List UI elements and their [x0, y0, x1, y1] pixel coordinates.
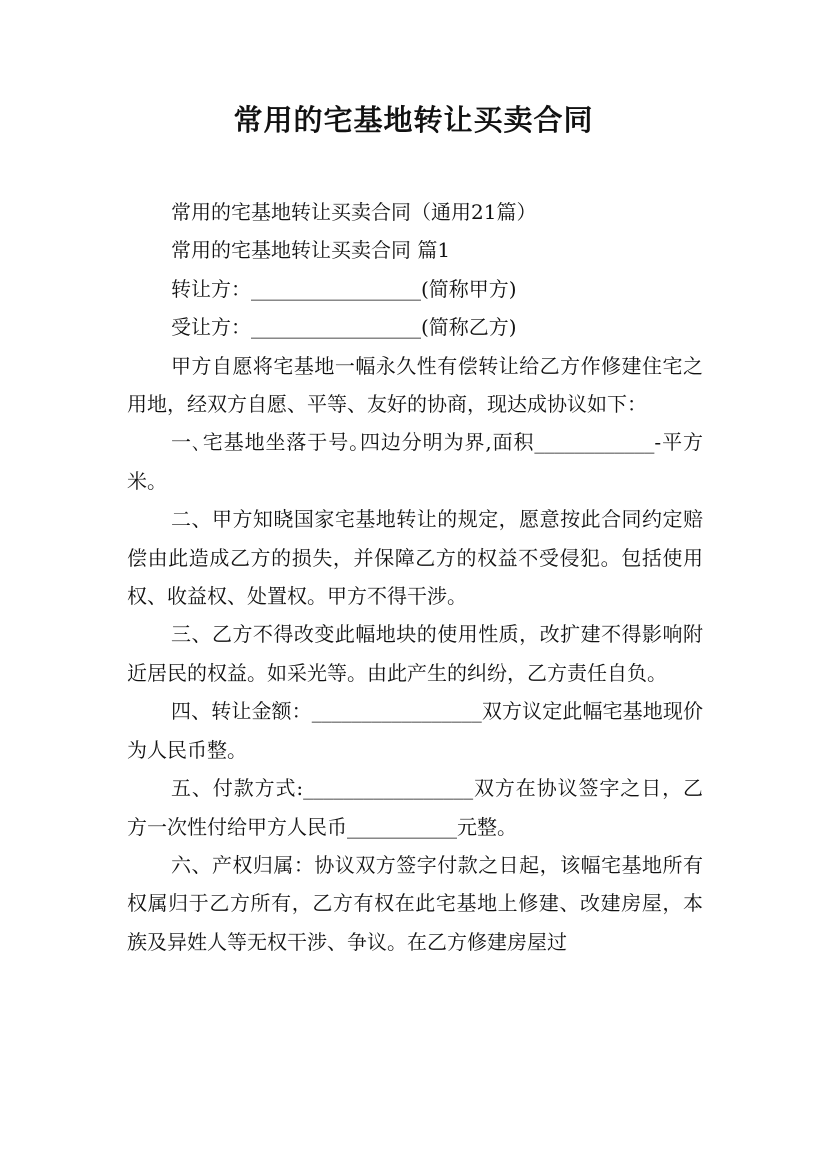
paragraph-clause-6: 六、产权归属：协议双方签字付款之日起，该幅宅基地所有权属归于乙方所有，乙方有权在此宅基地上修建、改建房屋，本族及异姓人等无权干涉、争议。在乙方修建房屋过 [127, 852, 703, 954]
paragraph-clause-2: 二、甲方知晓国家宅基地转让的规定，愿意按此合同约定赔偿由此造成乙方的损失，并保障乙方的权益不受侵犯。包括使用权、收益权、处置权。甲方不得干涉。 [127, 507, 703, 609]
paragraph-transferee: 受让方：_________________(简称乙方) [171, 315, 517, 340]
document-title: 常用的宅基地转让买卖合同 [233, 103, 594, 137]
paragraph-clause-5: 五、付款方式:_________________双方在协议签字之日，乙方一次性付给甲方人民币___________元整。 [127, 776, 703, 839]
paragraph-subtitle: 常用的宅基地转让买卖合同（通用21篇） [171, 200, 537, 224]
paragraph-clause-3: 三、乙方不得改变此幅地块的使用性质，改扩建不得影响附近居民的权益。如采光等。由此产生的纠纷，乙方责任自负。 [127, 622, 703, 685]
document-body [127, 193, 703, 961]
paragraph-transferor: 转让方：_________________(简称甲方) [171, 276, 517, 301]
paragraph-clause-1: 一､宅基地坐落于号｡四边分明为界,面积____________-平方米。 [127, 430, 703, 493]
paragraph-intro: 甲方自愿将宅基地一幅永久性有偿转让给乙方作修建住宅之用地，经双方自愿、平等、友好的协商，现达成协议如下： [127, 353, 703, 417]
paragraph-clause-4: 四、转让金额：_________________双方议定此幅宅基地现价为人民币整。 [127, 699, 703, 762]
paragraph-section-heading: 常用的宅基地转让买卖合同 篇1 [171, 238, 451, 263]
